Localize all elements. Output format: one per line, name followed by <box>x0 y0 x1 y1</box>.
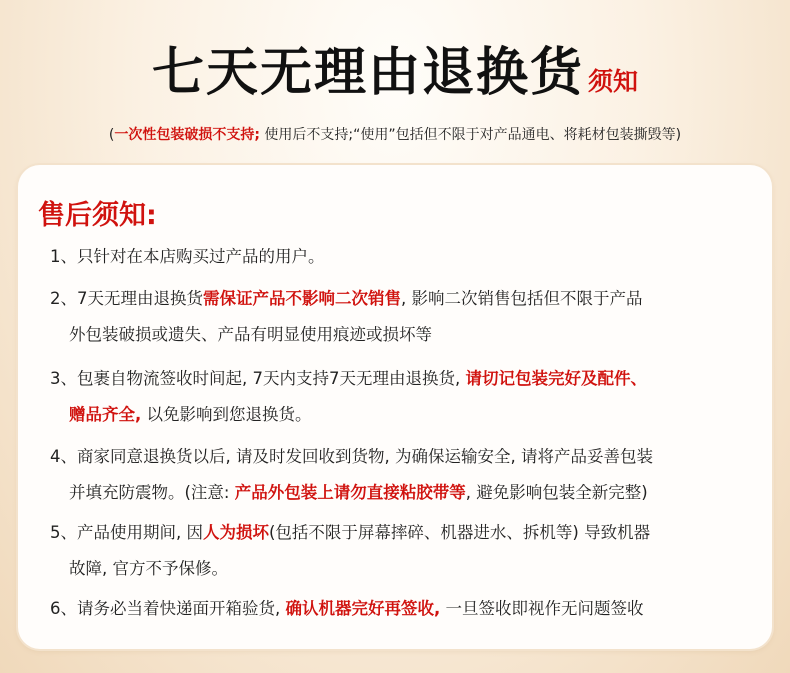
item-4-text-end: , 避免影响包装全新完整) <box>465 483 648 502</box>
list-item-4 <box>50 449 762 521</box>
list-item-3 <box>50 371 762 443</box>
item-6-text: 6、请务必当着快递面开箱验货, <box>50 599 286 618</box>
item-4-text: 4、商家同意退换货以后, 请及时发回收到货物, 为确保运输安全, 请将产品妥善包装 <box>50 447 653 466</box>
item-3-highlight-line2: 赠品齐全, <box>69 405 142 424</box>
item-6-highlight: 确认机器完好再签收, <box>285 599 441 618</box>
title-main: 七天无理由退换货 <box>151 43 584 103</box>
card-title: 售后须知: <box>38 200 157 231</box>
item-2-text-cont: , 影响二次销售包括但不限于产品 <box>401 289 643 308</box>
item-4-highlight: 产品外包装上请勿直接粘胶带等 <box>234 483 466 502</box>
item-5-text-line2: 故障, 官方不予保修。 <box>69 559 228 578</box>
item-5-text: 5、产品使用期间, 因 <box>50 523 203 542</box>
item-3-text: 3、包裹自物流签收时间起, 7天内支持7天无理由退换货, <box>50 369 466 388</box>
note-text: 使用后不支持;“使用”包括但不限于对产品通电、将耗材包装撕毁等) <box>259 127 682 143</box>
list-item-2 <box>50 291 762 363</box>
item-2-text: 2、7天无理由退换货 <box>50 289 203 308</box>
item-1-text: 1、只针对在本店购买过产品的用户。 <box>50 247 325 266</box>
item-3-text-line2: 以免影响到您退换货。 <box>141 405 312 424</box>
after-sales-card <box>18 165 772 649</box>
item-5-text-cont: (包括不限于屏幕摔碎、机器进水、拆机等) 导致机器 <box>269 523 651 542</box>
note-highlight: 一次性包装破损不支持; <box>114 127 260 143</box>
list-item-6 <box>50 601 762 637</box>
policy-note <box>0 124 790 144</box>
note-open: ( <box>108 127 115 143</box>
item-5-highlight: 人为损坏 <box>203 523 269 542</box>
list-item-1 <box>50 249 762 285</box>
page-title <box>0 30 790 105</box>
item-2-highlight: 需保证产品不影响二次销售 <box>203 289 401 308</box>
item-6-text-end: 一旦签收即视作无问题签收 <box>440 599 644 618</box>
item-2-text-line2: 外包装破损或遗失、产品有明显使用痕迹或损坏等 <box>69 325 432 344</box>
item-4-text-line2: 并填充防震物。(注意: <box>69 483 235 502</box>
list-item-5 <box>50 525 762 597</box>
item-3-highlight: 请切记包装完好及配件、 <box>465 369 647 388</box>
title-sub: 须知 <box>588 67 639 96</box>
